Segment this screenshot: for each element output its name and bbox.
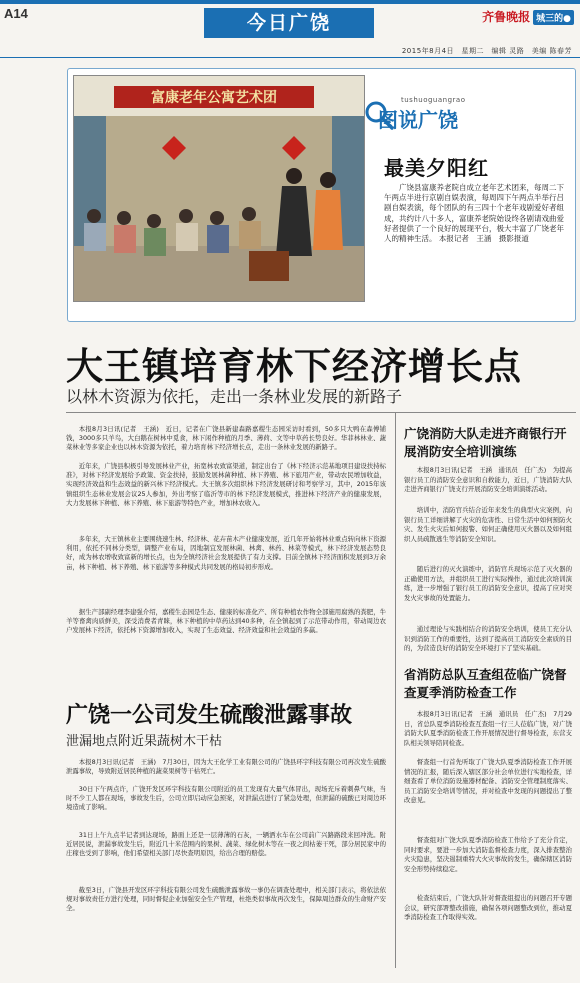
main-paragraph: 本报8月3日讯(记者 王涵) 近日，记者在广饶县新建森路嘉稷生态园采访时看到，50多只大鸭在森傅铺钱，3000多只羊鸟，大白鹅在树林中觅食，林下闲作种植的月季、薄荷、文等中草药长势良好。华菲林林业、蔬菜林业等多家企业也以林木资源为依托，着力培育林下经济增长点，走出一条林业发展的新路子。 [66,425,386,452]
main-headline: 大王镇培育林下经济增长点 [66,344,522,388]
story2-paragraph: 截至3日，广饶县开发区环宇科技有限公司发生硫酸泄露事故一事仍在调查处理中，相关部门表示，将依法依规对事故责任方进行处理，同时督促企业加强安全生产管理，杜绝类似事故再次发生，保障周边群众的生命财产安全。 [66,886,386,913]
page-code: A14 [4,6,28,21]
feature-title: 最美夕阳红 [384,156,489,180]
side2-paragraph: 督查组对广饶大队夏季消防检查工作给予了充分肯定，同时要求，要进一步加大消防监督检查力度，深入排查整治火灾隐患，坚决遏制重特大火灾事故的发生，确保辖区消防安全形势持续稳定。 [404,836,572,873]
top-rule [0,0,580,4]
main-paragraph: 多年来，大王镇林业主要围绕速生林、经济林、花卉苗木产业健康发展，近几年开始将林业重点转向林下资源利用，依托不同林分类型，调整产业布局，因地制宜发展林菌、林禽、林药、林菜等模式，林下经济发展态势良好，成为林农增收致富新的增长点，也为全镇经济社会发展提供了有力支撑。目前全镇林下经济面积发展到3万余亩，林下种植、林下养殖、林下旅游等多种模式共同发展的格局初步形成。 [66,535,386,571]
story2-headline: 广饶一公司发生硫酸泄露事故 [66,702,353,728]
feature-photo [73,75,365,302]
side1-paragraph: 本报8月3日讯(记者 王涵 通讯员 任广杰) 为提高银行员工的消防安全意识和自救能力，近日，广饶消防大队走进齐商银行广饶支行开展消防安全培训演练活动。 [404,466,572,494]
side1-headline: 广饶消防大队走进齐商银行开展消防安全培训演练 [404,426,567,459]
side2-paragraph: 督查组一行首先听取了广饶大队夏季消防检查工作开展情况的汇报，随后深入辖区部分社会单位进行实地检查，详细查看了单位消防设施器材配备、消防安全管理制度落实、员工消防安全培训等情况，并对检查中发现的问题提出了整改意见。 [404,758,572,805]
side2-headline: 省消防总队互查组莅临广饶督查夏季消防检查工作 [404,667,567,700]
dateline: 2015年8月4日 星期二 编辑 灵路 美编 陈春芳 [401,47,572,55]
side1-paragraph: 培训中，消防官兵结合近年来发生的典型火灾案例，向银行员工详细讲解了火灾的危害性、日常生活中如何预防火灾、发生火灾后如何报警、如何正确使用灭火器以及如何组织人员疏散逃生等消防安全知识。 [404,506,572,543]
side2-paragraph: 检查结束后，广饶大队针对督查组提出的问题召开专题会议，研究部署整改措施，确保各项问题整改到位，推动夏季消防检查工作取得实效。 [404,894,572,922]
feature-text: 广饶县富康养老院自成立老年艺术团来，每周二下午两点半进行京剧自娱表演，每周四下午两点半举行吕剧自娱表演，每个团队的有三四十个老年戏剧爱好者组成，共约计八十多人，富康养老院始设终各剧请戏曲爱好者提供了一个良好的展现平台，极大丰富了广饶老年人的精神生活。 本报记者 王涵 摄影报道 [384,183,564,244]
story2-paragraph: 本报8月3日讯(记者 王涵) 7月30日，因为大王化学工业有限公司的广饶县环宇科技有限公司再次发生硫酸泄露事故，导致附近居民种植的蔬菜果树等干枯死亡。 [66,758,386,776]
column-pinyin: tushuoguangrao [401,96,466,104]
main-paragraph: 据生产部副经理李建强介绍，嘉稷生态园是生态、健康的标准化产、所有种植农作物全部施用腐熟的粪肥，牛羊等畜禽肉质鲜美，深受消费者青睐，林下种植的中草药达到40多种，在全镇起到了示范带动作用，带动周边农户发展林下经济，依托林下资源增加收入，实现了生态效益、经济效益和社会效益的多赢。 [66,608,386,635]
story2-paragraph: 31日上午九点半记者到达现场，路面上还是一层薄薄的石灰，一辆洒水车在公司前广兴路路段来回冲洗。附近居民说，泄漏事故发生后，附近几十米范围内的果树、蔬菜、绿化树木等在一夜之间枯萎干死，部分居民家中的庄稼也受到了影响，他们希望相关部门尽快查明原因，给出合理的赔偿。 [66,831,386,858]
side2-paragraph: 本报8月3日讯(记者 王涵 通讯员 任广杰) 7月29日，省总队夏季消防检查互查组一行三人莅临广饶，对广饶消防大队夏季消防检查工作开展情况进行督导检查，东营支队相关领导陪同检查。 [404,710,572,747]
masthead [482,8,574,25]
story2-subhead: 泄漏地点附近果蔬树木干枯 [66,734,223,749]
main-subhead: 以林木资源为依托，走出一条林业发展的新路子 [66,387,403,406]
stage-instrument [249,251,289,281]
section-title: 今日广饶 [204,8,374,38]
column-divider [395,413,396,968]
story2-paragraph: 30日下午两点许，广饶开发区环宇科技有限公司附近的员工发现有大量气体冒出，现场充斥着刺鼻气味，当时不少工人都在现场，事故发生后，公司立即启动应急预案，对泄漏点进行了紧急处理，但泄漏的硫酸已对周边环境造成了影响。 [66,785,386,812]
side1-paragraph: 通过理论与实践相结合的消防安全培训，使员工充分认识到消防工作的重要性，达到了提高员工消防安全素质的目的，为营造良好的消防安全环境打下了坚实基础。 [404,625,572,653]
stage-scene [74,76,364,301]
header-divider [0,57,580,58]
masthead-name: 齐鲁晚报 [482,10,531,24]
side1-paragraph: 随后进行的灭火演练中，消防官兵现场示范了灭火器的正确使用方法，并组织员工进行实际操作，通过此次培训演练，进一步增强了银行员工的消防安全意识，提高了应对突发火灾事故的处置能力。 [404,565,572,602]
column-name: 图说广饶 [378,108,458,132]
masthead-badge: 城三的● [533,10,574,25]
section-rule [66,412,576,413]
banner-text: 富康老年公寓艺术团 [151,90,277,106]
main-paragraph: 近年来，广饶县积极引导发展林业产业，拓宽林农致富渠道，制定出台了《林下经济示范基地项目建设扶持标准》，对林下经济发展给予政策、资金扶持，鼓励发展林菌种植、林下养殖、林下旅用产业，带动农民增加收益，实现经济效益和生态效益的新兴林下经济模式。大王镇多次组织林下经济发展研讨和考察学习，其中，2015年该镇组织生态林业发展会议25人参加，外出考察了临沂等市的林下经济发展模式，推进林下经济产业的健康发展，大力发展林下种植、林下养殖、林下旅游等特色产业，增加林农收入。 [66,462,386,507]
